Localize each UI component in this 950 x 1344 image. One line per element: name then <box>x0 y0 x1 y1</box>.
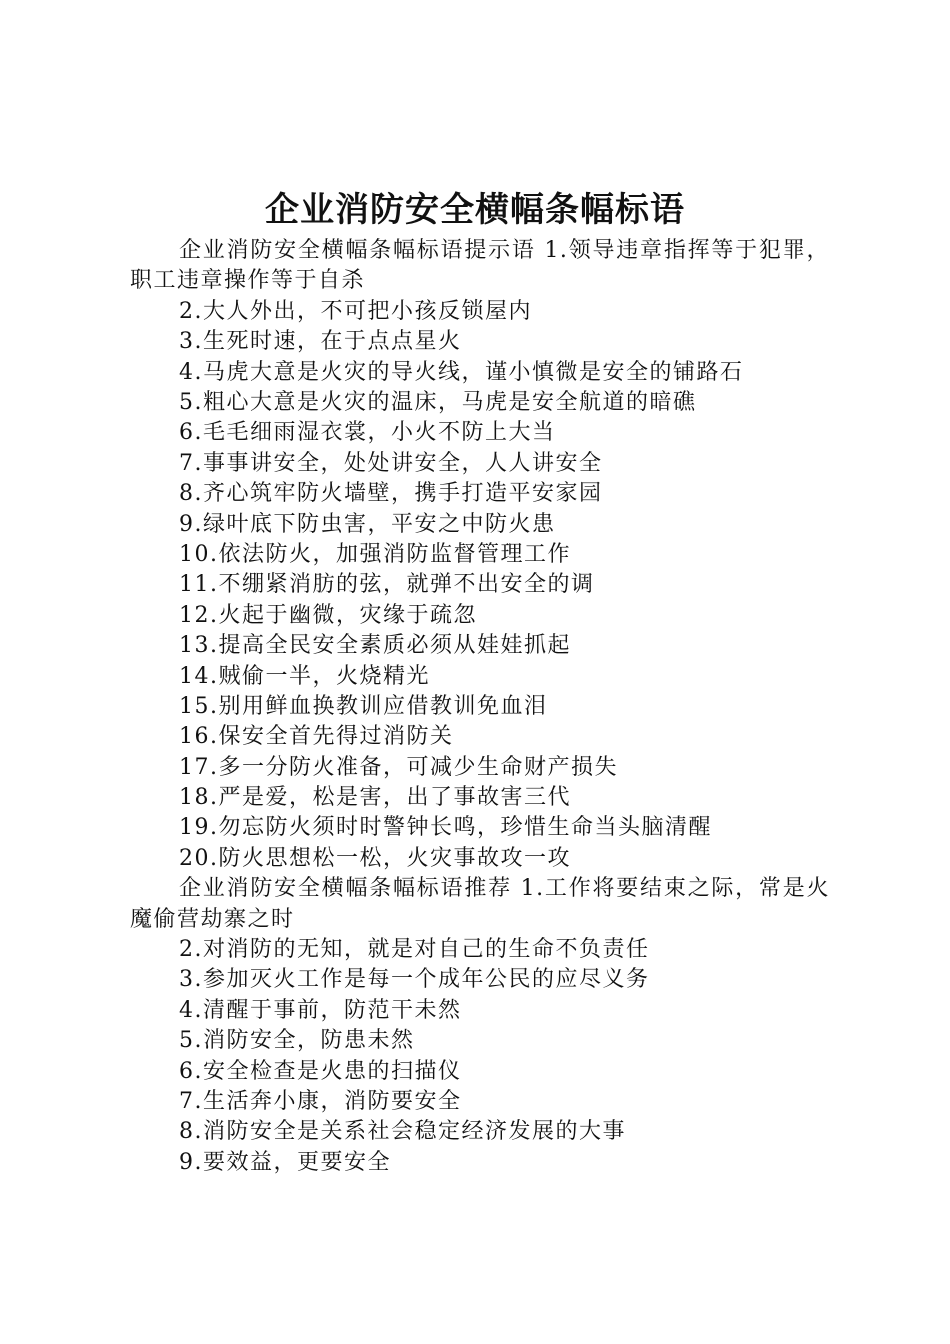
slogan-line: 20.防火思想松一松，火灾事故攻一攻 <box>179 845 571 871</box>
document-title: 企业消防安全横幅条幅标语 <box>265 190 685 230</box>
slogan-line: 5.消防安全，防患未然 <box>179 1028 415 1054</box>
slogan-line: 7.生活奔小康，消防要安全 <box>179 1089 462 1114</box>
slogan-line: 17.多一分防火准备，可减少生命财产损失 <box>179 754 618 780</box>
slogan-line: 8.消防安全是关系社会稳定经济发展的大事 <box>179 1119 626 1145</box>
paragraph-intro-1: 企业消防安全横幅条幅标语提示语 1.领导违章指挥等于犯罪，职工违章操作等于自杀 <box>130 238 830 294</box>
slogan-line: 12.火起于幽微，灾缘于疏忽 <box>179 602 477 628</box>
slogan-line: 2.大人外出，不可把小孩反锁屋内 <box>179 298 532 324</box>
slogan-line: 10.依法防火，加强消防监督管理工作 <box>179 541 571 567</box>
slogan-line: 18.严是爱，松是害，出了事故害三代 <box>179 785 571 811</box>
slogan-line: 2.对消防的无知，就是对自己的生命不负责任 <box>179 937 650 963</box>
slogan-line: 6.毛毛细雨湿衣裳，小火不防上大当 <box>179 420 556 446</box>
slogan-line: 14.贼偷一半，火烧精光 <box>179 663 430 689</box>
slogan-line: 5.粗心大意是火灾的温床，马虎是安全航道的暗礁 <box>179 389 697 415</box>
slogan-line: 4.马虎大意是火灾的导火线，谨小慎微是安全的铺路石 <box>179 359 744 385</box>
slogan-line: 7.事事讲安全，处处讲安全，人人讲安全 <box>179 450 603 476</box>
slogan-line: 9.绿叶底下防虫害，平安之中防火患 <box>179 511 556 537</box>
slogan-line: 19.勿忘防火须时时警钟长鸣，珍惜生命当头脑清醒 <box>179 815 712 841</box>
slogan-line: 9.要效益，更要安全 <box>179 1149 391 1175</box>
slogan-line: 6.安全检查是火患的扫描仪 <box>179 1058 462 1084</box>
slogan-line: 16.保安全首先得过消防关 <box>179 724 454 750</box>
slogan-line: 3.生死时速，在于点点星火 <box>179 329 462 355</box>
slogan-line: 3.参加灭火工作是每一个成年公民的应尽义务 <box>179 967 650 993</box>
slogan-line: 11.不绷紧消肪的弦，就弹不出安全的调 <box>179 572 595 598</box>
slogan-line: 13.提高全民安全素质必须从娃娃抓起 <box>179 633 571 659</box>
slogan-line: 15.别用鲜血换教训应借教训免血泪 <box>179 693 548 719</box>
paragraph-intro-2: 企业消防安全横幅条幅标语推荐 1.工作将要结束之际，常是火魔偷营劫寨之时 <box>130 876 830 932</box>
slogan-line: 4.清醒于事前，防范干未然 <box>179 997 462 1023</box>
slogan-line: 8.齐心筑牢防火墙壁，携手打造平安家园 <box>179 481 603 507</box>
document-body <box>130 236 830 1178</box>
